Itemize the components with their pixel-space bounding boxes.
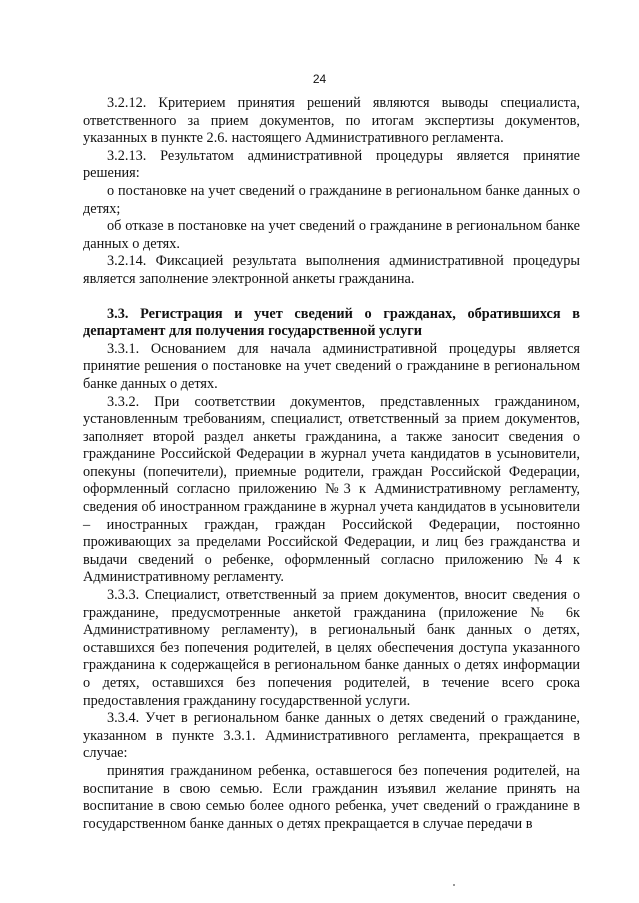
paragraph-3-3-3: 3.3.3. Специалист, ответственный за прием документов, вносит сведения о гражданине, предусмотренные анкетой гражданина (приложение № 6к Административному регламенту), в региональный банк данных о детях, оставшихся без попечения родителей, в целях обеспечения доступа указанного гражданина к содержащейся в региональном банке данных о детях информации о детях, оставшихся без попечения родителей, в течение всего срока предоставления гражданину государственной услуги. — [83, 587, 580, 709]
paragraph-3-2-13: 3.2.13. Результатом административной процедуры является принятие решения: — [83, 147, 580, 182]
document-body — [83, 95, 580, 833]
paragraph-3-2-12: 3.2.12. Критерием принятия решений являются выводы специалиста, ответственного за прием документов, по итогам экспертизы документов, указанных в пункте 2.6. настоящего Административного регламента. — [83, 95, 580, 147]
paragraph-decision-registration: о постановке на учет сведений о гражданине в региональном банке данных о детях; — [83, 182, 580, 217]
page-number: 24 — [312, 72, 327, 86]
scan-speck — [453, 884, 455, 886]
paragraph-decision-refusal: об отказе в постановке на учет сведений о гражданине в региональном банке данных о детях. — [83, 218, 580, 252]
section-heading-3-3: 3.3. Регистрация и учет сведений о гражданах, обратившихся в департамент для получения государственной услуги — [83, 305, 580, 340]
paragraph-termination-case: принятия гражданином ребенка, оставшегося без попечения родителей, на воспитание в свою семью. Если гражданин изъявил желание принять на воспитание в свою семью более одного ребенка, учет сведений о гражданине в государственном банке данных о детях прекращается в случае передачи в — [83, 762, 580, 832]
paragraph-3-2-14: 3.2.14. Фиксацией результата выполнения административной процедуры является заполнение электронной анкеты гражданина. — [83, 253, 580, 287]
paragraph-3-3-2: 3.3.2. При соответствии документов, представленных гражданином, установленным требованиям, специалист, ответственный за прием документов, заполняет второй раздел анкеты гражданина, а также заносит сведения о гражданине Российской Федерации в журнал учета кандидатов в усыновители, опекуны (попечители), приемные родители, граждан Российской Федерации, оформленный согласно приложению №3 к Административному регламенту, сведения об иностранном гражданине в журнал учета кандидатов в усыновители – иностранных граждан, граждан Российской Федерации, постоянно проживающих за пределами Российской Федерации, и лиц без гражданства и выдачи сведений о ребенке, оформленный согласно приложению №4 к Административному регламенту. — [83, 393, 580, 586]
paragraph-3-3-1: 3.3.1. Основанием для начала административной процедуры является принятие решения о постановке на учет сведений о гражданине в региональном банке данных о детях. — [83, 340, 580, 392]
paragraph-3-3-4: 3.3.4. Учет в региональном банке данных о детях сведений о гражданине, указанном в пункте 3.3.1. Административного регламента, прекращается в случае: — [83, 710, 580, 762]
